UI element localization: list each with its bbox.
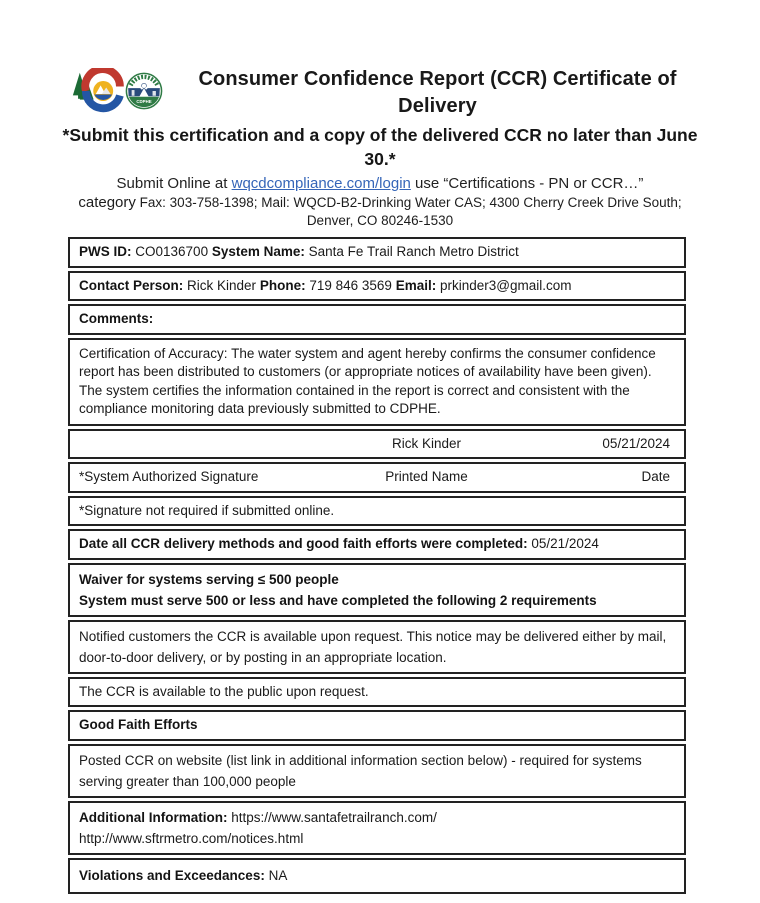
completion-date-value: 05/21/2024 <box>531 536 599 551</box>
date-label: Date <box>641 469 670 484</box>
additional-information-url2: http://www.sftrmetro.com/notices.html <box>79 830 304 846</box>
good-faith-efforts-title: Good Faith Efforts <box>79 717 198 732</box>
page-title: Consumer Confidence Report (CCR) Certificate of Delivery <box>198 68 677 117</box>
posted-ccr-row <box>68 744 686 798</box>
fax-mail-line <box>73 194 687 230</box>
submit-online-prefix: Submit Online at <box>116 175 228 192</box>
email-value: prkinder3@gmail.com <box>439 277 572 293</box>
pws-id-row <box>68 237 686 268</box>
category-word: category <box>78 194 136 211</box>
fax-mail-address: Fax: 303-758-1398; Mail: WQCD-B2-Drinking Water CAS; 4300 Cherry Creek Drive South; Denver, CO 80246-1530 <box>139 195 682 228</box>
additional-information-row <box>68 801 686 855</box>
contact-person-value: Rick Kinder <box>187 277 257 293</box>
waiver-line1: Waiver for systems serving ≤ 500 people <box>79 571 339 587</box>
contact-row <box>68 271 686 302</box>
compliance-login-link[interactable]: wqcdcompliance.com/login <box>231 175 411 192</box>
comments-label: Comments: <box>79 311 154 326</box>
ccr-available-text: The CCR is available to the public upon request. <box>79 683 369 699</box>
violations-value: NA <box>268 867 288 883</box>
phone-value: 719 846 3569 <box>309 277 392 293</box>
submit-instructions <box>0 174 760 230</box>
colorado-state-logo-icon <box>72 68 124 114</box>
violations-row <box>68 858 686 895</box>
authorized-signature-label: *System Authorized Signature <box>79 469 259 484</box>
certificate-form-table <box>68 237 686 894</box>
cdphe-logo-text: CDPHE <box>136 99 152 105</box>
email-label: Email: <box>395 277 437 293</box>
signature-note: *Signature not required if submitted online. <box>79 502 335 518</box>
certification-of-accuracy-row <box>68 338 686 426</box>
waiver-row <box>68 563 686 617</box>
printed-name-label: Printed Name <box>385 469 468 484</box>
system-name-label: System Name: <box>211 244 305 259</box>
additional-information-label: Additional Information: <box>79 809 228 825</box>
comments-row <box>68 304 686 335</box>
ccr-available-row <box>68 677 686 708</box>
phone-label: Phone: <box>259 277 306 293</box>
system-name-value: Santa Fe Trail Ranch Metro District <box>308 244 519 259</box>
deadline-note: *Submit this certification and a copy of the delivered CCR no later than June 30.* <box>62 125 698 169</box>
header <box>0 0 760 120</box>
additional-information-url1: https://www.santafetrailranch.com/ <box>231 809 437 825</box>
signature-labels-row <box>68 462 686 493</box>
cdphe-logo-icon <box>125 71 163 111</box>
posted-ccr-text: Posted CCR on website (list link in additional information section below) - required for systems serving greater than 100,000 people <box>79 752 642 789</box>
waiver-line2: System must serve 500 or less and have completed the following 2 requirements <box>79 592 597 608</box>
submit-online-line <box>0 174 760 194</box>
date-value: 05/21/2024 <box>602 435 670 451</box>
signature-values-row <box>68 429 686 460</box>
pws-id-value: CO0136700 <box>135 244 209 259</box>
logo-group <box>72 66 163 114</box>
contact-person-label: Contact Person: <box>79 277 184 293</box>
completion-date-row <box>68 529 686 560</box>
violations-label: Violations and Exceedances: <box>79 867 265 883</box>
printed-name-value: Rick Kinder <box>391 435 462 451</box>
notified-customers-text: Notified customers the CCR is available upon request. This notice may be delivered either by mail, door-to-door delivery, or by posting in an appropriate location. <box>79 628 667 665</box>
completion-date-label: Date all CCR delivery methods and good faith efforts were completed: <box>79 536 528 551</box>
signature-note-row <box>68 496 686 527</box>
submit-online-suffix: use “Certifications - PN or CCR…” <box>415 175 644 192</box>
certification-text: Certification of Accuracy: The water system and agent hereby confirms the consumer confidence report has been distributed to customers (or appropriate notices of availability have been given). The system certifies the information contained in the report is correct and consistent with the compliance monitoring data previously submitted to CDPHE. <box>79 345 656 416</box>
good-faith-efforts-row <box>68 710 686 741</box>
notified-customers-row <box>68 620 686 674</box>
pws-id-label: PWS ID: <box>79 244 132 259</box>
